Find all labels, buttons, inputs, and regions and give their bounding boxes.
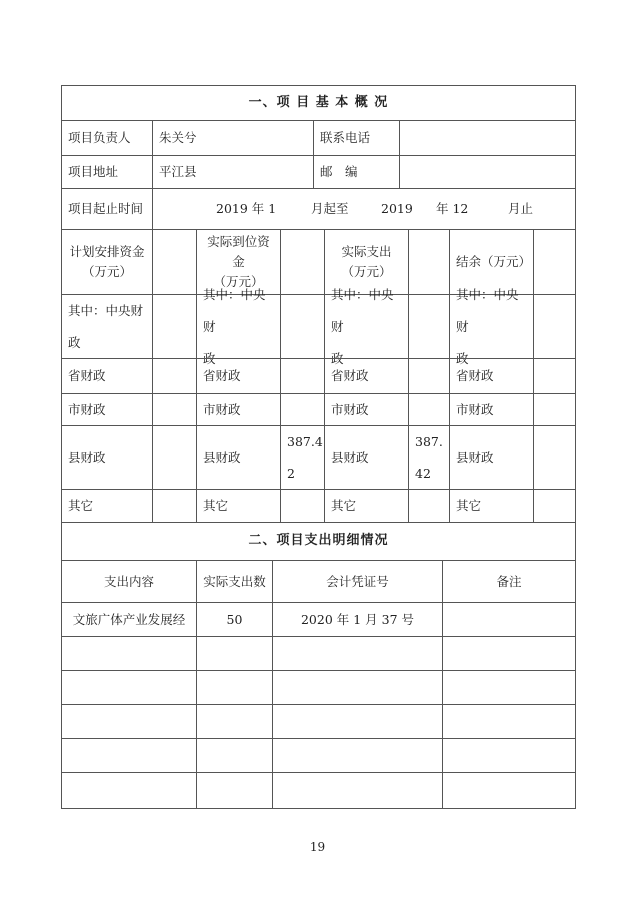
fund-row-label-text: 省财政 xyxy=(456,368,494,383)
section1-title xyxy=(61,85,576,121)
fund-row-label xyxy=(324,393,409,426)
fund-header-value xyxy=(152,229,197,295)
expense-cell xyxy=(442,602,576,637)
fund-row-label-text: 其它 xyxy=(203,498,229,513)
fund-row-label-text: 其它 xyxy=(331,498,357,513)
expense-cell xyxy=(272,670,443,705)
fund-row-value xyxy=(280,489,325,523)
leader-value xyxy=(152,120,314,156)
fund-row-label-text: 其它 xyxy=(68,498,94,513)
fund-row-label xyxy=(61,294,153,359)
period-end-suffix: 月止 xyxy=(508,201,534,216)
fund-header-value xyxy=(280,229,325,295)
fund-row-label xyxy=(196,425,281,490)
expense-header xyxy=(442,560,576,603)
address-label xyxy=(61,155,153,189)
expense-cell xyxy=(272,602,443,637)
fund-row-label xyxy=(324,489,409,523)
fund-row-label xyxy=(324,286,409,366)
fund-row-label xyxy=(61,393,153,426)
expense-header-text: 会计凭证号 xyxy=(326,573,389,589)
expense-cell xyxy=(61,772,197,809)
postcode-label xyxy=(313,155,400,189)
expense-cell xyxy=(196,738,273,773)
fund-header-value xyxy=(408,229,450,295)
fund-row-value xyxy=(152,489,197,523)
expense-cell xyxy=(196,602,273,637)
expense-cell xyxy=(272,636,443,671)
fund-row-label-text: 县财政 xyxy=(203,449,241,465)
expense-cell xyxy=(442,738,576,773)
fund-row-value-text: 387.4 2 xyxy=(287,433,323,481)
fund-row-label-text: 省财政 xyxy=(331,368,369,383)
fund-row-value xyxy=(152,294,197,359)
fund-row-label-text: 市财政 xyxy=(331,401,369,417)
expense-cell xyxy=(442,670,576,705)
period-start-year: 2019 年 1 xyxy=(216,201,277,216)
fund-row-value-text: 387. 42 xyxy=(415,433,443,481)
fund-row-value xyxy=(280,393,325,426)
address-label-text: 项目地址 xyxy=(68,164,119,179)
expense-header-text: 实际支出数 xyxy=(203,573,266,589)
fund-row-label-text: 其中：中央财 政 xyxy=(203,286,266,366)
fund-row-value xyxy=(280,425,325,490)
period-label-text: 项目起止时间 xyxy=(68,201,144,216)
fund-row-label xyxy=(196,286,281,366)
fund-row-value xyxy=(408,393,450,426)
section1-title-text: 一、项 目 基 本 概 况 xyxy=(248,94,389,110)
fund-row-value xyxy=(533,358,576,394)
fund-row-value xyxy=(533,489,576,523)
expense-cell xyxy=(196,670,273,705)
fund-row-label xyxy=(196,489,281,523)
expense-cell xyxy=(61,602,197,637)
expense-cell-text: 50 xyxy=(226,611,243,627)
fund-header xyxy=(61,229,153,295)
fund-row-label xyxy=(449,286,534,366)
period-start-suffix: 月起至 xyxy=(311,201,349,216)
fund-row-label-text: 省财政 xyxy=(203,368,241,383)
leader-label-text: 项目负责人 xyxy=(68,130,131,145)
fund-row-label-text: 其它 xyxy=(456,498,482,513)
fund-row-label-text: 其中：中央财 政 xyxy=(68,302,144,350)
phone-label xyxy=(313,120,400,156)
fund-row-value xyxy=(408,358,450,394)
fund-row-label-text: 市财政 xyxy=(203,401,241,417)
expense-cell xyxy=(272,738,443,773)
fund-row-value xyxy=(408,489,450,523)
page-number: 19 xyxy=(309,840,326,854)
address-value-text: 平江县 xyxy=(159,164,197,179)
fund-row-value xyxy=(533,294,576,359)
expense-cell xyxy=(61,704,197,739)
section2-title-text: 二、项目支出明细情况 xyxy=(248,533,389,549)
expense-header-text: 支出内容 xyxy=(103,573,154,589)
fund-row-label xyxy=(196,358,281,394)
expense-cell-text: 2020 年 1 月 37 号 xyxy=(300,611,415,627)
expense-header xyxy=(61,560,197,603)
expense-cell-text: 文旅广体产业发展经 xyxy=(72,611,186,627)
postcode-label-text: 邮 编 xyxy=(320,164,358,179)
fund-row-label xyxy=(324,425,409,490)
fund-row-value xyxy=(408,294,450,359)
expense-cell xyxy=(442,636,576,671)
expense-cell xyxy=(272,772,443,809)
period-end-year: 2019 xyxy=(381,201,413,216)
expense-cell xyxy=(61,636,197,671)
fund-header-text: 结余（万元） xyxy=(456,254,532,269)
fund-header-text: 实际到位资 金 （万元） xyxy=(207,234,270,289)
fund-row-value xyxy=(152,425,197,490)
fund-row-label-text: 其中：中央财 政 xyxy=(456,286,519,366)
fund-row-label xyxy=(449,358,534,394)
fund-row-label xyxy=(61,489,153,523)
address-value xyxy=(152,155,314,189)
expense-cell xyxy=(196,772,273,809)
fund-row-value xyxy=(152,393,197,426)
expense-cell xyxy=(196,636,273,671)
expense-header xyxy=(196,560,273,603)
expense-header xyxy=(272,560,443,603)
fund-row-label-text: 市财政 xyxy=(456,401,494,417)
fund-row-label xyxy=(324,358,409,394)
leader-label xyxy=(61,120,153,156)
expense-cell xyxy=(61,670,197,705)
fund-row-value xyxy=(533,425,576,490)
fund-header-text: 实际支出 （万元） xyxy=(341,244,392,279)
period-end-month: 年 12 xyxy=(436,201,469,216)
fund-row-label-text: 县财政 xyxy=(331,449,369,465)
fund-row-label xyxy=(449,489,534,523)
fund-row-label xyxy=(449,393,534,426)
expense-cell xyxy=(442,704,576,739)
section2-title xyxy=(61,522,576,561)
fund-row-label xyxy=(196,393,281,426)
fund-row-label xyxy=(449,425,534,490)
expense-cell xyxy=(272,704,443,739)
fund-row-label-text: 县财政 xyxy=(456,449,494,465)
fund-row-label xyxy=(61,358,153,394)
expense-header-text: 备注 xyxy=(496,573,522,589)
fund-row-value xyxy=(408,425,450,490)
fund-row-value xyxy=(280,358,325,394)
fund-row-value xyxy=(152,358,197,394)
fund-row-value xyxy=(280,294,325,359)
postcode-value xyxy=(399,155,576,189)
expense-cell xyxy=(196,704,273,739)
leader-value-text: 朱关兮 xyxy=(159,130,197,145)
fund-header-text: 计划安排资金 （万元） xyxy=(69,244,145,279)
fund-row-label-text: 县财政 xyxy=(68,449,106,465)
fund-header-value xyxy=(533,229,576,295)
phone-value xyxy=(399,120,576,156)
expense-cell xyxy=(61,738,197,773)
period-label xyxy=(61,188,153,230)
period-value xyxy=(152,188,576,230)
expense-cell xyxy=(442,772,576,809)
fund-row-value xyxy=(533,393,576,426)
fund-row-label-text: 其中：中央财 政 xyxy=(331,286,394,366)
fund-row-label-text: 市财政 xyxy=(68,401,106,417)
phone-label-text: 联系电话 xyxy=(320,130,371,145)
fund-row-label xyxy=(61,425,153,490)
fund-row-label-text: 省财政 xyxy=(68,368,106,383)
